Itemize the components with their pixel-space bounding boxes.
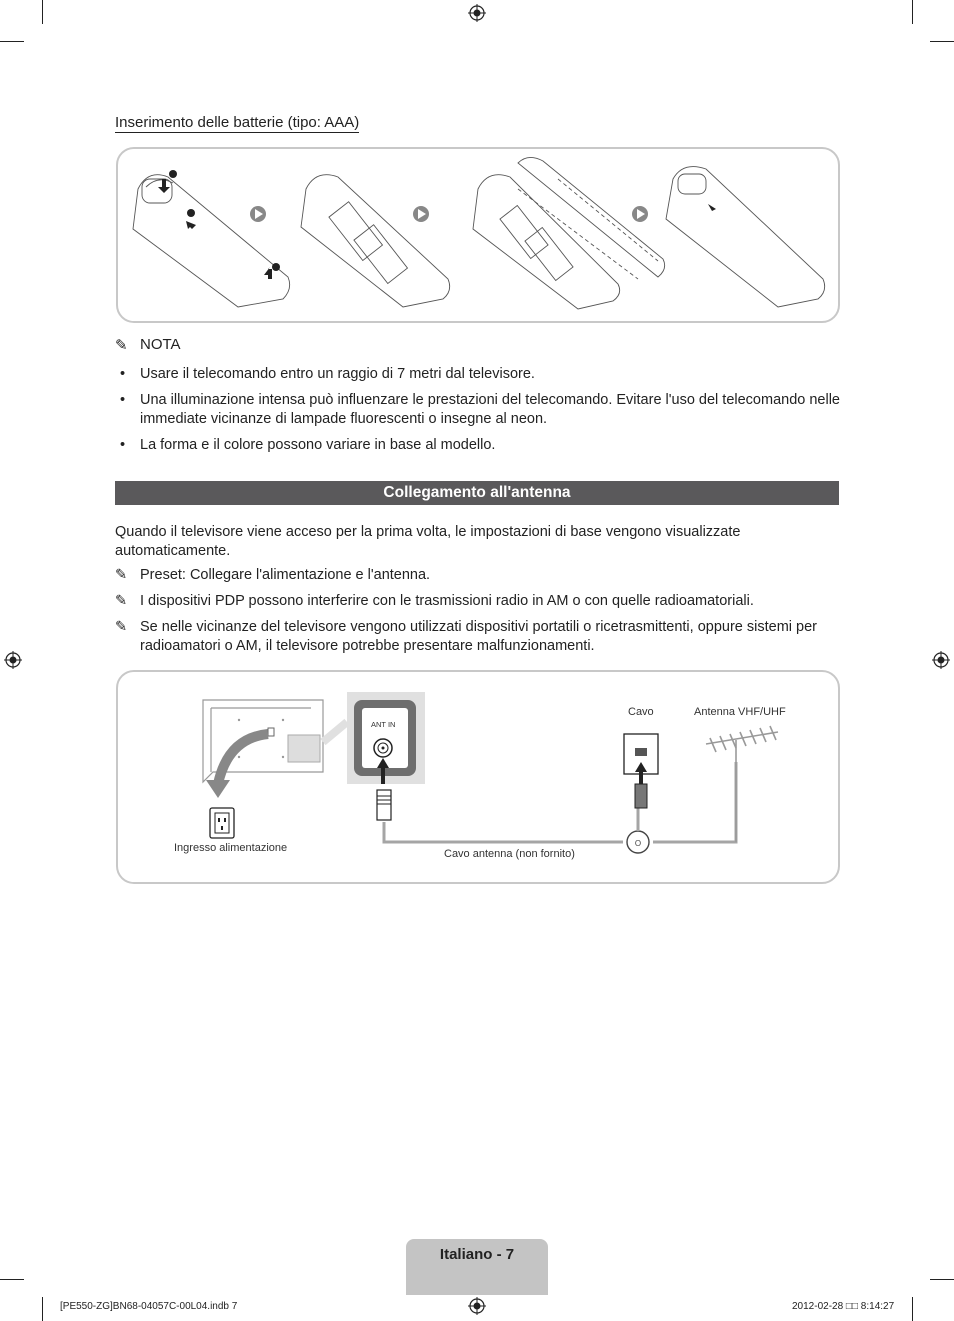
list-item: • Una illuminazione intensa può influenzare le prestazioni del telecomando. Evitare l'uso del telecomando nelle immediate vicinanze di lampade fluorescenti o insegne al neon. xyxy=(115,391,840,429)
page-number-tab: Italiano - 7 xyxy=(406,1239,548,1295)
list-item: • Usare il telecomando entro un raggio di 7 metri dal televisore. xyxy=(115,365,840,384)
antenna-diagram-panel xyxy=(116,670,840,884)
ant-in-label: ANT IN xyxy=(371,720,396,729)
crop-mark xyxy=(0,1279,24,1280)
crop-mark xyxy=(42,0,43,24)
antenna-label: Antenna VHF/UHF xyxy=(694,706,786,718)
crop-mark xyxy=(930,1279,954,1280)
pencil-note-icon: ✎ xyxy=(115,619,128,635)
pencil-note-icon: ✎ xyxy=(115,567,128,583)
section-title-antenna: Collegamento all'antenna xyxy=(115,481,839,505)
crop-mark xyxy=(930,41,954,42)
registration-mark-icon xyxy=(468,1297,486,1315)
battery-heading: Inserimento delle batterie (tipo: AAA) xyxy=(115,114,360,131)
timestamp: 2012-02-28 □□ 8:14:27 xyxy=(792,1301,895,1312)
crop-mark xyxy=(912,1297,913,1321)
list-item: ✎ I dispositivi PDP possono interferire con le trasmissioni radio in AM o con quelle radioamatoriali. xyxy=(115,593,754,609)
antenna-notes xyxy=(115,566,840,663)
file-slug: [PE550-ZG]BN68-04057C-00L04.indb 7 xyxy=(60,1301,238,1312)
svg-text:O: O xyxy=(634,839,642,848)
list-item: • La forma e il colore possono variare in base al modello. xyxy=(115,436,840,455)
cable-label: Cavo xyxy=(628,706,654,718)
battery-illustration-panel xyxy=(116,147,840,323)
note-title: NOTA xyxy=(140,336,181,353)
remote-battery-steps-illustration xyxy=(118,149,838,321)
registration-mark-icon xyxy=(932,651,950,669)
coax-cable-label: Cavo antenna (non fornito) xyxy=(444,848,575,860)
note-bullets xyxy=(115,365,840,462)
registration-mark-icon xyxy=(468,4,486,22)
list-item: ✎ Preset: Collegare l'alimentazione e l'antenna. xyxy=(115,567,431,583)
crop-mark xyxy=(912,0,913,24)
list-item: ✎ Se nelle vicinanze del televisore vengono utilizzati dispositivi portatili o ricetrasmittenti, oppure sistemi per radioamatori o AM, il televisore potrebbe presentare malfunzionamenti. xyxy=(115,619,817,654)
crop-mark xyxy=(0,41,24,42)
pencil-note-icon: ✎ xyxy=(115,593,128,609)
crop-mark xyxy=(42,1297,43,1321)
antenna-intro: Quando il televisore viene acceso per la prima volta, le impostazioni di base vengono visualizzate automaticamente. xyxy=(115,524,741,559)
registration-mark-icon xyxy=(4,651,22,669)
power-input-label: Ingresso alimentazione xyxy=(174,842,288,854)
pencil-note-icon: ✎ xyxy=(115,337,128,354)
